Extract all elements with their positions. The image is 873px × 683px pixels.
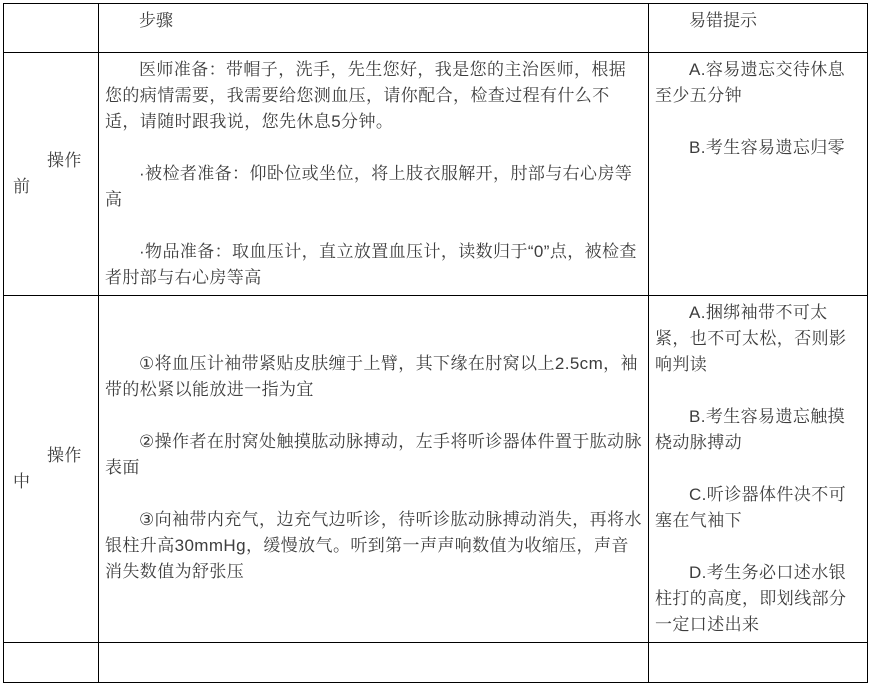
tip-paragraph: D.考生务必口述水银柱打的高度，即划线部分一定口述出来 [655,563,847,634]
header-tips-cell: 易错提示 [649,4,868,53]
table-row-pre-operation [4,53,868,296]
tip-paragraph: A.容易遗忘交待休息至少五分钟 [655,60,846,105]
header-steps-cell: 步骤 [99,4,649,53]
partial-steps-cell [99,643,649,683]
table-header-row [4,4,868,53]
step-paragraph: ·物品准备：取血压计，直立放置血压计，读数归于“0”点，被检查者肘部与右心房等高 [105,242,637,287]
tip-paragraph: A.捆绑袖带不可太紧，也不可太松，否则影响判读 [655,303,847,374]
row-label-pre-operation: 操作前 [4,53,99,296]
step-paragraph: ②操作者在肘窝处触摸肱动脉搏动，左手将听诊器体件置于肱动脉表面 [105,432,642,477]
step-paragraph: ③向袖带内充气，边充气边听诊，待听诊肱动脉搏动消失，再将水银柱升高30mmHg，缓慢放气。听到第一声声响数值为收缩压，声音消失数值为舒张压 [105,510,642,581]
tips-cell-during-operation [649,296,868,643]
step-paragraph: ①将血压计袖带紧贴皮肤缠于上臂，其下缘在肘窝以上2.5cm，袖带的松紧以能放进一指为宜 [105,354,638,399]
tips-cell-pre-operation [649,53,868,296]
steps-cell-during-operation [99,296,649,643]
tip-paragraph: B.考生容易遗忘触摸桡动脉搏动 [655,407,846,452]
step-paragraph: ·被检者准备：仰卧位或坐位，将上肢衣服解开，肘部与右心房等高 [105,164,633,209]
tip-paragraph: B.考生容易遗忘归零 [689,138,846,157]
header-blank-cell [4,4,99,53]
row-label-during-operation: 操作中 [4,296,99,643]
partial-tips-cell [649,643,868,683]
table-row-during-operation [4,296,868,643]
procedure-table [3,3,868,683]
table-row-partial [4,643,868,683]
step-paragraph: 医师准备：带帽子，洗手，先生您好，我是您的主治医师，根据您的病情需要，我需要给您测血压，请你配合，检查过程有什么不适，请随时跟我说，您先休息5分钟。 [105,60,627,131]
partial-label-cell [4,643,99,683]
steps-cell-pre-operation [99,53,649,296]
tip-paragraph: C.听诊器体件决不可塞在气袖下 [655,485,846,530]
